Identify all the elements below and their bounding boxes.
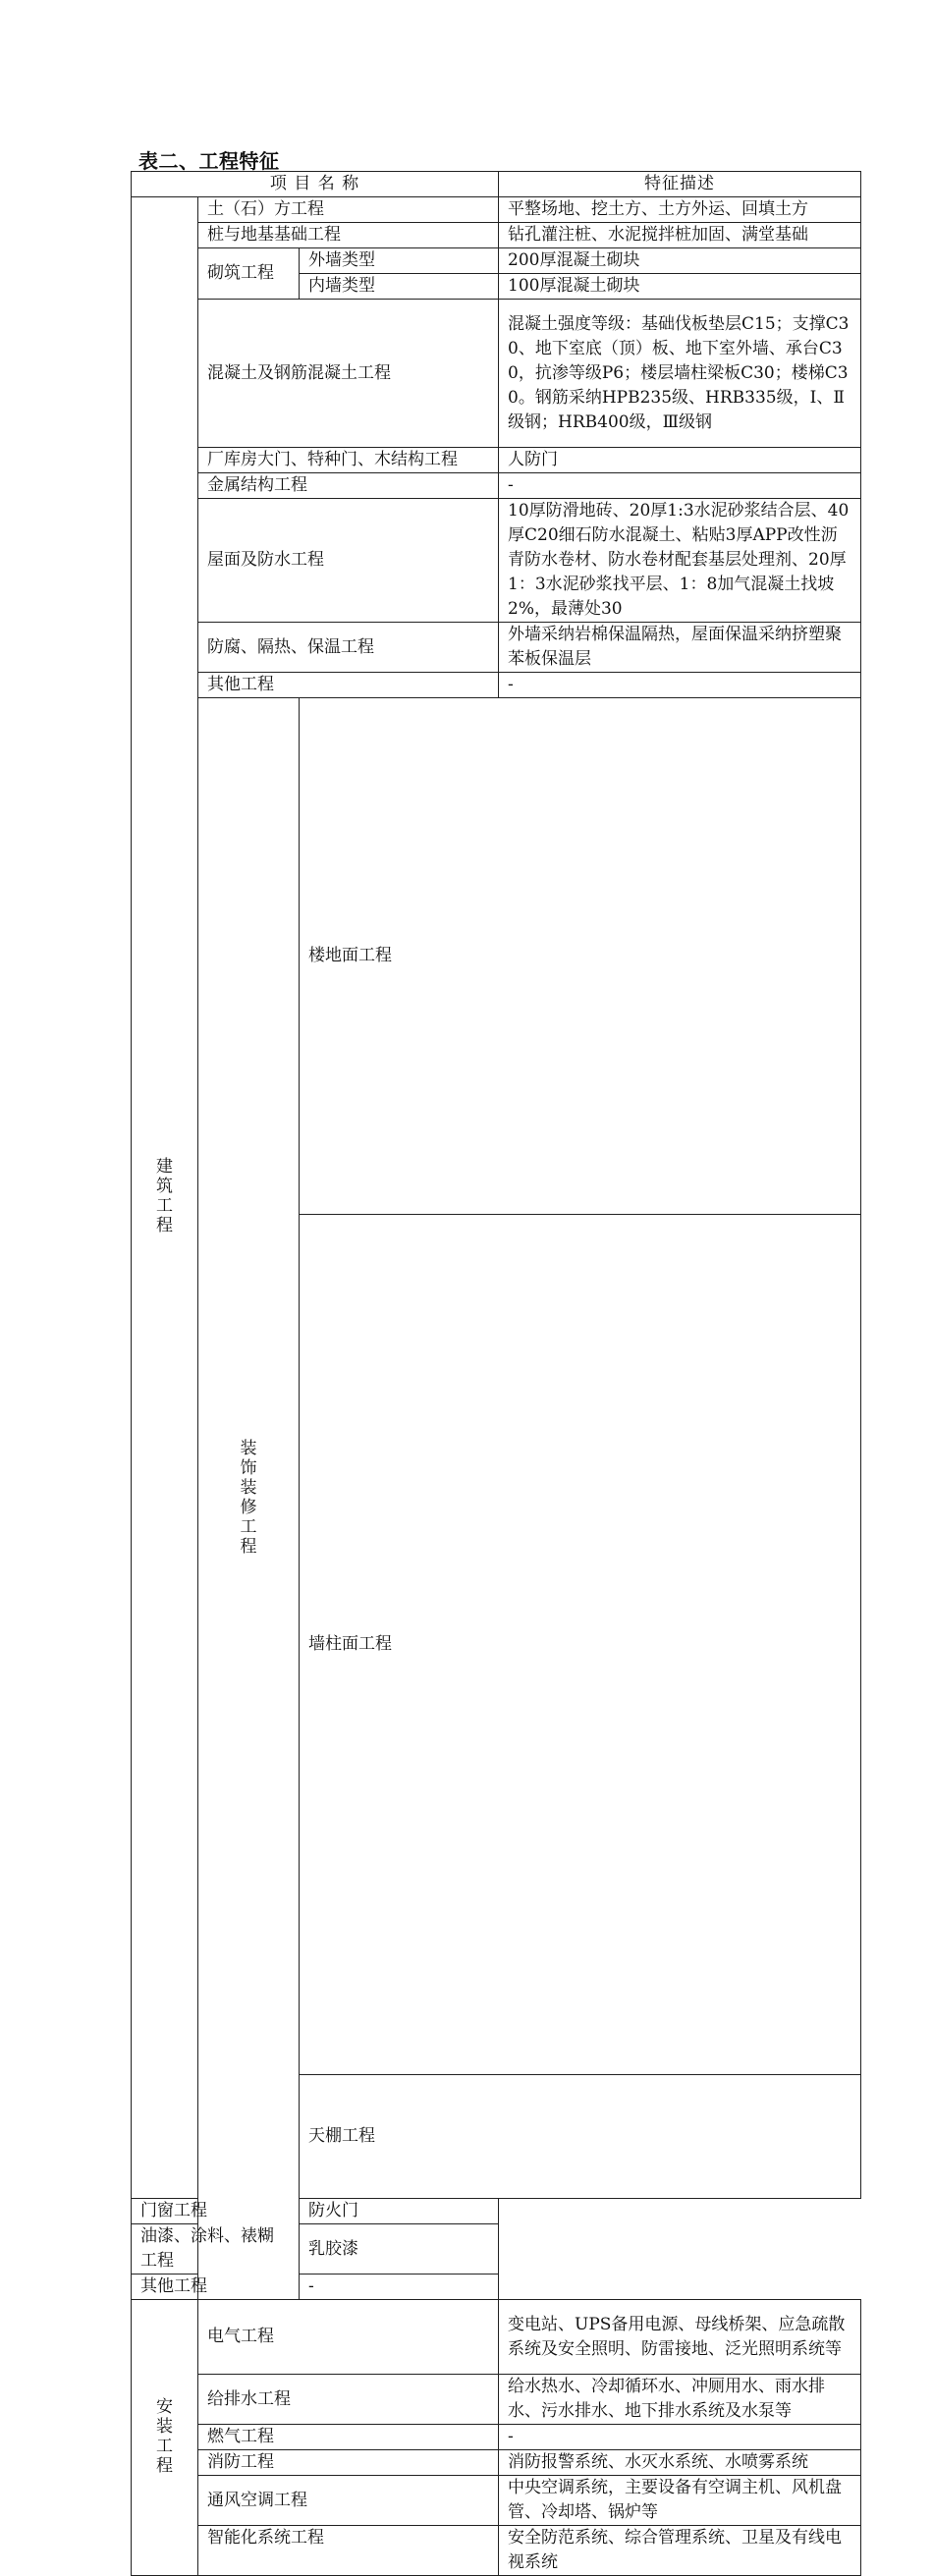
item-desc: 变电站、UPS备用电源、母线桥架、应急疏散系统及安全照明、防雷接地、泛光照明系统等 bbox=[499, 2300, 861, 2375]
item-desc: 100厚混凝土砌块 bbox=[499, 274, 861, 300]
sub-item-name: 内墙类型 bbox=[300, 274, 499, 300]
project-features-table bbox=[131, 171, 861, 2576]
table-header-row bbox=[132, 172, 861, 197]
item-name: 门窗工程 bbox=[132, 2199, 300, 2224]
sub-item-name: 外墙类型 bbox=[300, 248, 499, 274]
item-name: 楼地面工程 bbox=[300, 698, 861, 1215]
table-row bbox=[132, 2275, 861, 2300]
item-name: 屋面及防水工程 bbox=[198, 499, 499, 623]
item-name: 土（石）方工程 bbox=[198, 197, 499, 223]
table-row bbox=[132, 2375, 861, 2425]
item-name: 燃气工程 bbox=[198, 2425, 499, 2450]
table-row bbox=[132, 2476, 861, 2526]
item-name: 厂库房大门、特种门、木结构工程 bbox=[198, 448, 499, 473]
table-row bbox=[132, 223, 861, 248]
category-installation bbox=[132, 2300, 198, 2576]
table-row bbox=[132, 2425, 861, 2450]
item-name: 天棚工程 bbox=[300, 2075, 861, 2199]
table-row bbox=[132, 2526, 861, 2576]
item-name: 智能化系统工程 bbox=[198, 2526, 499, 2576]
item-name: 其他工程 bbox=[198, 673, 499, 698]
item-name: 桩与地基基础工程 bbox=[198, 223, 499, 248]
page-title: 表二、工程特征 bbox=[138, 149, 280, 173]
table-row bbox=[132, 698, 861, 1215]
item-name: 金属结构工程 bbox=[198, 473, 499, 499]
item-desc: 防火门 bbox=[300, 2199, 499, 2224]
item-desc: 混凝土强度等级：基础伐板垫层C15；支撑C30、地下室底（顶）板、地下室外墙、承台C30，抗渗等级P6；楼层墙柱梁板C30；楼梯C30。钢筋采纳HPB235级、HRB335级，Ⅰ、Ⅱ级钢；HRB400级，Ⅲ级钢 bbox=[499, 300, 861, 448]
item-desc: 平整场地、挖土方、土方外运、回填土方 bbox=[499, 197, 861, 223]
item-desc: 给水热水、冷却循环水、冲厕用水、雨水排水、污水排水、地下排水系统及水泵等 bbox=[499, 2375, 861, 2425]
item-name: 混凝土及钢筋混凝土工程 bbox=[198, 300, 499, 448]
table-row bbox=[132, 2199, 861, 2224]
item-desc: 10厚防滑地砖、20厚1:3水泥砂浆结合层、40厚C20细石防水混凝土、粘贴3厚APP改性沥青防水卷材、防水卷材配套基层处理剂、20厚1：3水泥砂浆找平层、1：8加气混凝土找坡2%，最薄处30 bbox=[499, 499, 861, 623]
table-row bbox=[132, 673, 861, 698]
item-name: 消防工程 bbox=[198, 2450, 499, 2476]
item-desc: 中央空调系统，主要设备有空调主机、风机盘管、冷却塔、锅炉等 bbox=[499, 2476, 861, 2526]
item-name: 墙柱面工程 bbox=[300, 1215, 861, 2075]
category-label: 建筑工程 bbox=[156, 1157, 173, 1235]
category-decoration bbox=[198, 698, 300, 2300]
table-row bbox=[132, 248, 861, 274]
item-name: 电气工程 bbox=[198, 2300, 499, 2375]
table-row bbox=[132, 623, 861, 673]
category-building bbox=[132, 197, 198, 2199]
table-row bbox=[132, 499, 861, 623]
table-row bbox=[132, 448, 861, 473]
item-desc: 人防门 bbox=[499, 448, 861, 473]
item-name: 油漆、涂料、裱糊工程 bbox=[132, 2224, 300, 2275]
item-desc: 钻孔灌注桩、水泥搅拌桩加固、满堂基础 bbox=[499, 223, 861, 248]
table-row bbox=[132, 2300, 861, 2375]
table-row bbox=[132, 2450, 861, 2476]
item-desc: 乳胶漆 bbox=[300, 2224, 499, 2275]
item-desc: - bbox=[499, 2425, 861, 2450]
item-name: 其他工程 bbox=[132, 2275, 300, 2300]
table-row bbox=[132, 473, 861, 499]
item-desc: - bbox=[300, 2275, 499, 2300]
item-name: 通风空调工程 bbox=[198, 2476, 499, 2526]
item-desc: 外墙采纳岩棉保温隔热，屋面保温采纳挤塑聚苯板保温层 bbox=[499, 623, 861, 673]
category-label: 安装工程 bbox=[156, 2396, 173, 2476]
table-row bbox=[132, 197, 861, 223]
table-row bbox=[132, 2224, 861, 2275]
item-desc: - bbox=[499, 473, 861, 499]
item-desc: 消防报警系统、水灭水系统、水喷雾系统 bbox=[499, 2450, 861, 2476]
category-label: 装饰装修工程 bbox=[240, 1438, 257, 1557]
item-name: 给排水工程 bbox=[198, 2375, 499, 2425]
header-description: 特征描述 bbox=[499, 172, 861, 197]
item-desc: 安全防范系统、综合管理系统、卫星及有线电视系统 bbox=[499, 2526, 861, 2576]
header-item-name: 项 目 名 称 bbox=[132, 172, 499, 197]
table-row bbox=[132, 300, 861, 448]
item-name: 防腐、隔热、保温工程 bbox=[198, 623, 499, 673]
item-desc: - bbox=[499, 673, 861, 698]
item-name: 砌筑工程 bbox=[198, 248, 300, 300]
item-desc: 200厚混凝土砌块 bbox=[499, 248, 861, 274]
